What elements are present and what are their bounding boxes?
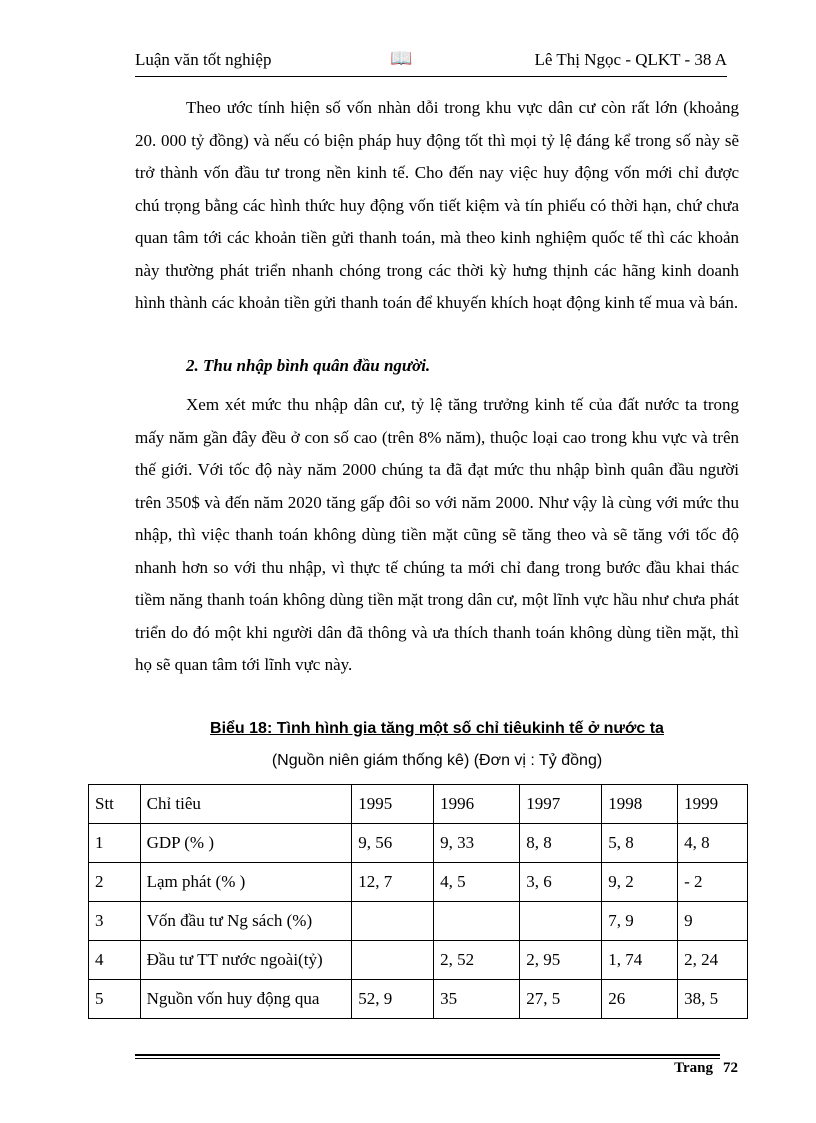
table-header-row (89, 785, 748, 824)
page-number: 72 (723, 1060, 738, 1076)
table-cell: 9, 33 (434, 824, 520, 863)
table-title: Biểu 18: Tình hình gia tăng một số chỉ tiêukinh tế ở nước ta (210, 720, 664, 737)
table-cell: Lạm phát (% ) (140, 863, 352, 902)
header-cell: 1999 (678, 785, 748, 824)
table-cell: 2, 95 (520, 941, 602, 980)
paragraph-income: Xem xét mức thu nhập dân cư, tỷ lệ tăng trưởng kinh tế của đất nước ta trong mấy năm gần đây đều ở con số cao (trên 8% năm), thuộc loại cao trong khu vực và trên thế giới. Với tốc độ này năm 2000 chúng ta đã đạt mức thu nhập bình quân đầu người trên 350$ và đến năm 2020 tăng gấp đôi so với năm 2000. Như vậy là cùng với mức thu nhập, thì việc thanh toán không dùng tiền mặt cũng sẽ tăng theo và sẽ tăng với tốc độ nhanh hơn so với thu nhập, vì thực tế chúng ta mới chỉ đang trong bước đầu khai thác tiềm năng thanh toán không dùng tiền mặt trong dân cư, một lĩnh vực hầu như chưa phát triển do đó một khi người dân đã thông và ưa thích thanh toán không dùng tiền mặt, thì họ sẽ quan tâm tới lĩnh vực này. (135, 395, 739, 674)
table-row (89, 902, 748, 941)
table-cell: 5 (89, 980, 141, 1019)
table-cell: 1, 74 (602, 941, 678, 980)
page-header (135, 48, 727, 74)
book-icon: 📖 (390, 48, 413, 68)
header-cell: 1997 (520, 785, 602, 824)
table-row (89, 863, 748, 902)
page-footer (674, 1060, 738, 1077)
header-divider (135, 76, 727, 77)
table-cell: 26 (602, 980, 678, 1019)
thesis-label: Luận văn tốt nghiệp (135, 50, 272, 69)
table-cell: 7, 9 (602, 902, 678, 941)
table-source: (Nguồn niên giám thống kê) (Đơn vị : Tỷ đồng) (271, 752, 603, 769)
header-cell: Chỉ tiêu (140, 785, 352, 824)
table-cell: 9 (678, 902, 748, 941)
table-cell: - 2 (678, 863, 748, 902)
table-cell: 35 (434, 980, 520, 1019)
header-cell: 1995 (352, 785, 434, 824)
header-cell: Stt (89, 785, 141, 824)
table-cell: 2, 24 (678, 941, 748, 980)
paragraph-savings: Theo ước tính hiện số vốn nhàn dỗi trong khu vực dân cư còn rất lớn (khoảng 20. 000 tỷ đồng) và nếu có biện pháp huy động tốt thì mọi tỷ lệ đáng kể trong số này sẽ trở thành vốn đầu tư trong nền kinh tế. Cho đến nay việc huy động vốn mới chỉ được chú trọng bằng các hình thức huy động vốn tiết kiệm và tín phiếu có thời hạn, chứ chưa quan tâm tới các khoản tiền gửi thanh toán, mà theo kinh nghiệm quốc tế thì các khoản này thường phát triển nhanh chóng trong các thời kỳ hưng thịnh các hãng kinh doanh hình thành các khoản tiền gửi thanh toán để khuyến khích hoạt động kinh tế mua và bán. (135, 98, 739, 312)
table-cell: 12, 7 (352, 863, 434, 902)
table-row (89, 980, 748, 1019)
table-cell: 27, 5 (520, 980, 602, 1019)
table-row (89, 824, 748, 863)
table-cell: GDP (% ) (140, 824, 352, 863)
table-cell: 4, 5 (434, 863, 520, 902)
table-cell: 8, 8 (520, 824, 602, 863)
table-cell (352, 941, 434, 980)
table-cell: 3, 6 (520, 863, 602, 902)
table-cell: 4 (89, 941, 141, 980)
header-cell: 1996 (434, 785, 520, 824)
table-cell: 3 (89, 902, 141, 941)
table-cell: 2, 52 (434, 941, 520, 980)
table-cell: 2 (89, 863, 141, 902)
table-cell: Đầu tư TT nước ngoài(tỷ) (140, 941, 352, 980)
table-row (89, 941, 748, 980)
author-label: Lê Thị Ngọc - QLKT - 38 A (534, 50, 727, 69)
table-cell (520, 902, 602, 941)
section-heading: 2. Thu nhập bình quân đầu người. (186, 356, 431, 375)
economic-indicators-table (88, 784, 748, 1019)
table-cell: Nguồn vốn huy động qua (140, 980, 352, 1019)
header-cell: 1998 (602, 785, 678, 824)
footer-divider (135, 1054, 720, 1056)
table-cell: 1 (89, 824, 141, 863)
table-cell: Vốn đầu tư Ng sách (%) (140, 902, 352, 941)
table-cell: 38, 5 (678, 980, 748, 1019)
table-cell: 5, 8 (602, 824, 678, 863)
table-cell: 52, 9 (352, 980, 434, 1019)
table-cell: 9, 56 (352, 824, 434, 863)
table-cell (352, 902, 434, 941)
footer-divider-thin (135, 1058, 720, 1059)
table-cell (434, 902, 520, 941)
table-cell: 4, 8 (678, 824, 748, 863)
page-label: Trang (674, 1060, 713, 1076)
table-cell: 9, 2 (602, 863, 678, 902)
